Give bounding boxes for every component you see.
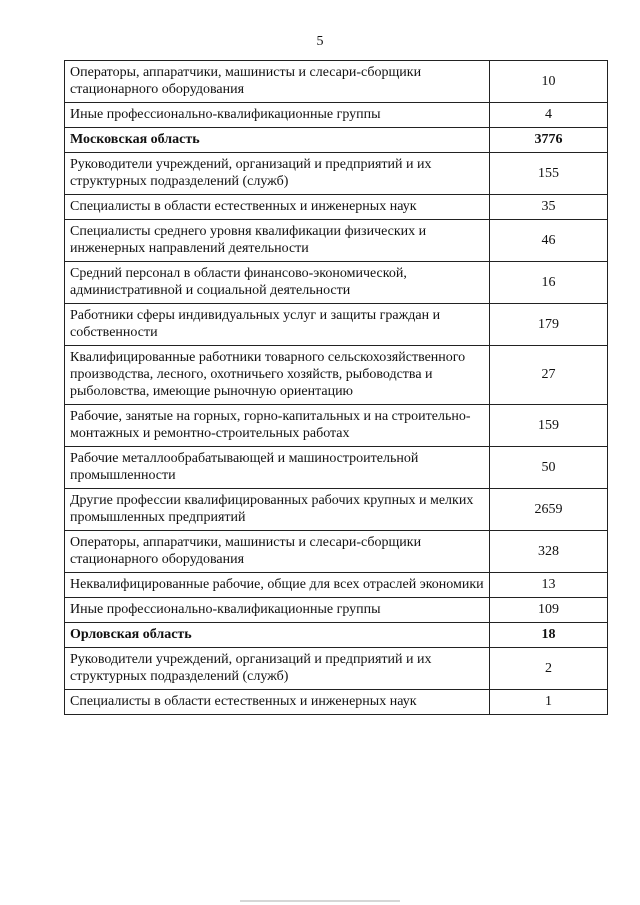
scan-edge-mark bbox=[240, 900, 400, 902]
count-value: 109 bbox=[490, 598, 608, 623]
table-row bbox=[65, 220, 608, 262]
count-value: 328 bbox=[490, 531, 608, 573]
table-row bbox=[65, 262, 608, 304]
occupation-group: Другие профессии квалифицированных рабочих крупных и мелких промышленных предприятий bbox=[65, 489, 490, 531]
table-row bbox=[65, 531, 608, 573]
occupation-group: Специалисты в области естественных и инженерных наук bbox=[65, 690, 490, 715]
occupation-group: Иные профессионально-квалификационные группы bbox=[65, 598, 490, 623]
occupation-group: Операторы, аппаратчики, машинисты и слесари-сборщики стационарного оборудования bbox=[65, 61, 490, 103]
occupation-group: Иные профессионально-квалификационные группы bbox=[65, 103, 490, 128]
occupation-group: Руководители учреждений, организаций и предприятий и их структурных подразделений (служб) bbox=[65, 648, 490, 690]
table-row bbox=[65, 598, 608, 623]
count-value: 46 bbox=[490, 220, 608, 262]
table-row bbox=[65, 648, 608, 690]
count-value: 35 bbox=[490, 195, 608, 220]
region-total: 3776 bbox=[490, 128, 608, 153]
table-body bbox=[65, 61, 608, 715]
table-row bbox=[65, 304, 608, 346]
occupation-group: Квалифицированные работники товарного сельскохозяйственного производства, лесного, охотничьего хозяйств, рыбоводства и рыболовства, имеющие рыночную ориентацию bbox=[65, 346, 490, 405]
table-row bbox=[65, 103, 608, 128]
table-row bbox=[65, 690, 608, 715]
occupation-group: Операторы, аппаратчики, машинисты и слесари-сборщики стационарного оборудования bbox=[65, 531, 490, 573]
page-number: 5 bbox=[316, 34, 324, 49]
count-value: 16 bbox=[490, 262, 608, 304]
occupation-group: Рабочие металлообрабатывающей и машиностроительной промышленности bbox=[65, 447, 490, 489]
count-value: 27 bbox=[490, 346, 608, 405]
count-value: 4 bbox=[490, 103, 608, 128]
region-total: 18 bbox=[490, 623, 608, 648]
count-value: 13 bbox=[490, 573, 608, 598]
table-row bbox=[65, 195, 608, 220]
occupation-group: Специалисты среднего уровня квалификации физических и инженерных направлений деятельности bbox=[65, 220, 490, 262]
region-name: Московская область bbox=[65, 128, 490, 153]
table-row bbox=[65, 447, 608, 489]
count-value: 10 bbox=[490, 61, 608, 103]
count-value: 1 bbox=[490, 690, 608, 715]
table-row bbox=[65, 346, 608, 405]
occupation-group: Рабочие, занятые на горных, горно-капитальных и на строительно-монтажных и ремонтно-строительных работах bbox=[65, 405, 490, 447]
table-row bbox=[65, 489, 608, 531]
count-value: 2 bbox=[490, 648, 608, 690]
table-row bbox=[65, 61, 608, 103]
occupation-group: Руководители учреждений, организаций и предприятий и их структурных подразделений (служб) bbox=[65, 153, 490, 195]
count-value: 159 bbox=[490, 405, 608, 447]
data-table bbox=[64, 60, 608, 715]
table-row bbox=[65, 153, 608, 195]
table-row bbox=[65, 405, 608, 447]
region-row bbox=[65, 128, 608, 153]
occupation-group: Специалисты в области естественных и инженерных наук bbox=[65, 195, 490, 220]
count-value: 179 bbox=[490, 304, 608, 346]
count-value: 50 bbox=[490, 447, 608, 489]
count-value: 2659 bbox=[490, 489, 608, 531]
region-name: Орловская область bbox=[65, 623, 490, 648]
occupation-group: Средний персонал в области финансово-экономической, административной и социальной деятельности bbox=[65, 262, 490, 304]
count-value: 155 bbox=[490, 153, 608, 195]
occupation-group: Работники сферы индивидуальных услуг и защиты граждан и собственности bbox=[65, 304, 490, 346]
table-row bbox=[65, 573, 608, 598]
occupation-group: Неквалифицированные рабочие, общие для всех отраслей экономики bbox=[65, 573, 490, 598]
region-row bbox=[65, 623, 608, 648]
